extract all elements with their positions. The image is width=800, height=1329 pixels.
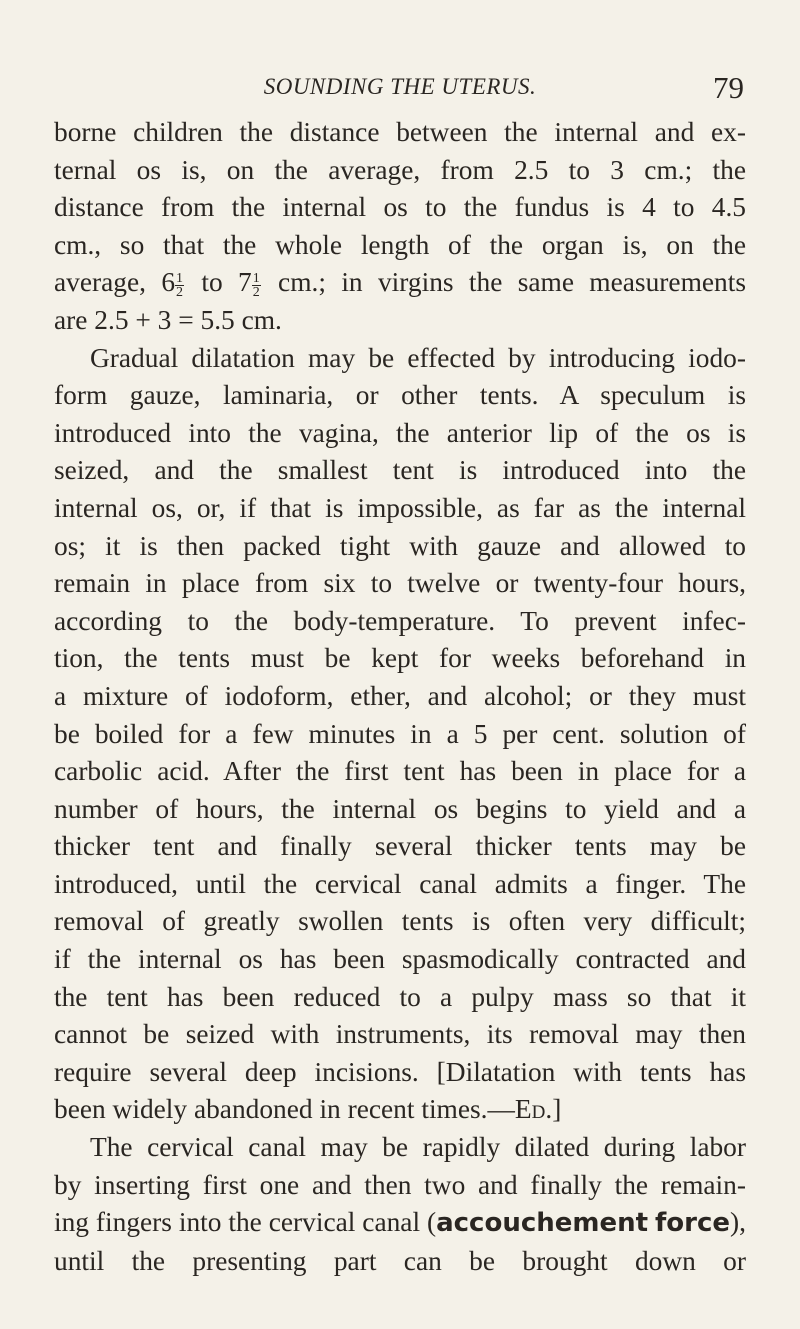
- running-head: [54, 70, 746, 114]
- emphasis-term: accouchement: [436, 1208, 649, 1239]
- text-line: Gradual dilatation may be effected by introducing iodo-: [90, 342, 746, 373]
- text-line: cm., so that the whole length of the organ is, on the: [54, 229, 746, 260]
- text-line: introduced, until the cervical canal admits a finger. The: [54, 868, 746, 899]
- text-line: be boiled for a few minutes in a 5 per cent. solution of: [54, 718, 746, 749]
- text-fragment: average, 6: [54, 267, 176, 298]
- paragraph-3: [54, 1129, 746, 1280]
- body-text: [54, 114, 746, 1280]
- paragraph-1: [54, 114, 746, 340]
- text-fragment: ]: [552, 1094, 562, 1125]
- text-line: cannot be seized with instruments, its removal may then: [54, 1019, 746, 1050]
- text-line: thicker tent and finally several thicker tents may be: [54, 831, 746, 862]
- text-line: a mixture of iodoform, ether, and alcohol; or they must: [54, 680, 746, 711]
- text-line: [54, 1091, 746, 1129]
- text-line: remain in place from six to twelve or twenty-four hours,: [54, 568, 746, 599]
- text-line: form gauze, laminaria, or other tents. A speculum is: [54, 380, 746, 411]
- text-fragment: cm.; in virgins the same measurements: [262, 267, 746, 298]
- paragraph-2: [54, 340, 746, 1129]
- text-fragment: been widely abandoned in recent times.—: [54, 1094, 515, 1125]
- text-line: until the presenting part can be brought down or: [54, 1245, 746, 1276]
- text-line: the tent has been reduced to a pulpy mass so that it: [54, 981, 746, 1012]
- editor-mark: Ed.: [514, 1094, 553, 1125]
- text-line: The cervical canal may be rapidly dilated during labor: [90, 1132, 746, 1163]
- text-line: number of hours, the internal os begins to yield and a: [54, 793, 746, 824]
- page-number: 79: [713, 70, 744, 105]
- text-line: [54, 264, 746, 302]
- text-line: removal of greatly swollen tents is often very difficult;: [54, 906, 746, 937]
- text-line: by inserting first one and then two and finally the remain-: [54, 1169, 746, 1200]
- text-line: os; it is then packed tight with gauze and allowed to: [54, 530, 746, 561]
- text-line: introduced into the vagina, the anterior lip of the os is: [54, 417, 746, 448]
- text-line: tion, the tents must be kept for weeks beforehand in: [54, 643, 746, 674]
- text-line: carbolic acid. After the first tent has been in place for a: [54, 756, 746, 787]
- text-line: require several deep incisions. [Dilatation with tents has: [54, 1056, 746, 1087]
- text-fragment: ),: [730, 1207, 746, 1238]
- text-fragment: to 7: [186, 267, 252, 298]
- text-line: are 2.5 + 3 = 5.5 cm.: [54, 304, 282, 335]
- fraction-numerator: 1: [176, 270, 184, 286]
- text-line: [54, 1204, 746, 1243]
- running-title: SOUNDING THE UTERUS.: [263, 74, 537, 99]
- fraction-denominator: 2: [252, 284, 260, 300]
- fraction-numerator: 1: [252, 270, 260, 286]
- text-line: if the internal os has been spasmodically contracted and: [54, 944, 746, 975]
- fraction: [252, 272, 261, 299]
- emphasis-term: force: [654, 1208, 731, 1239]
- text-line: borne children the distance between the internal and ex-: [54, 117, 746, 147]
- text-line: distance from the internal os to the fundus is 4 to 4.5: [54, 192, 746, 223]
- text-fragment: ing fingers into the cervical canal (: [54, 1207, 437, 1238]
- text-line: internal os, or, if that is impossible, as far as the internal: [54, 492, 746, 523]
- text-line: seized, and the smallest tent is introduced into the: [54, 455, 746, 486]
- fraction-denominator: 2: [176, 284, 184, 300]
- text-line: ternal os is, on the average, from 2.5 to 3 cm.; the: [54, 154, 746, 185]
- fraction: [175, 272, 184, 299]
- text-line: according to the body-temperature. To prevent infec-: [54, 605, 746, 636]
